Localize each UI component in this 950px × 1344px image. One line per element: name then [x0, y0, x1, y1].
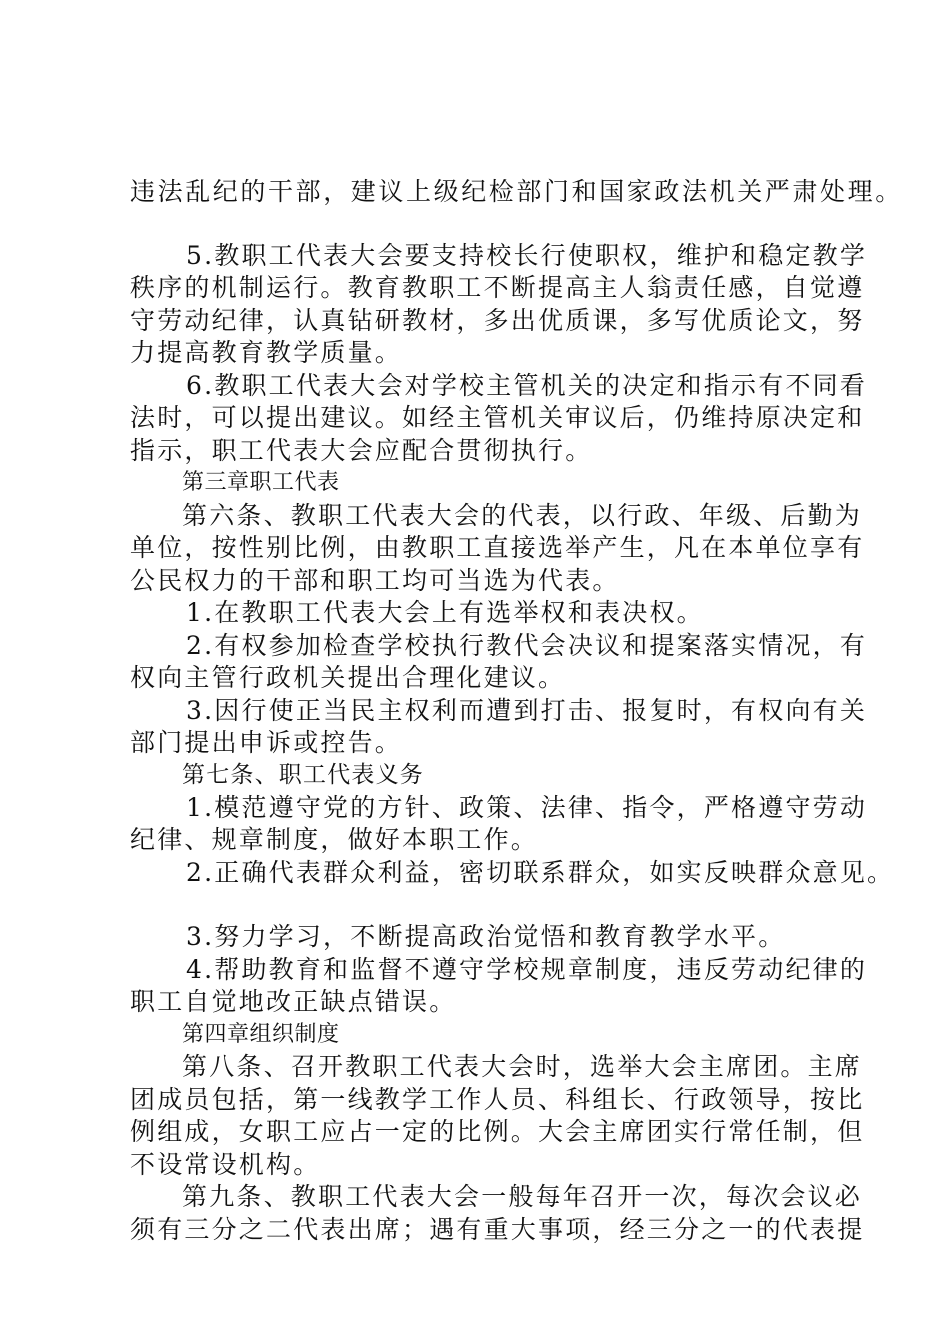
text-line: 不设常设机构。	[130, 1150, 321, 1179]
chapter-heading: 第三章职工代表	[182, 470, 340, 495]
text-line: 2.有权参加检查学校执行教代会决议和提案落实情况，有	[186, 631, 868, 660]
text-line: 指示，职工代表大会应配合贯彻执行。	[130, 436, 593, 465]
text-line: 4.帮助教育和监督不遵守学校规章制度，违反劳动纪律的	[186, 955, 868, 984]
text-line: 1.在教职工代表大会上有选举权和表决权。	[186, 598, 704, 627]
text-line: 职工自觉地改正缺点错误。	[130, 987, 457, 1016]
article-heading: 第七条、职工代表义务	[182, 762, 424, 788]
text-line: 须有三分之二代表出席；遇有重大事项，经三分之一的代表提	[130, 1215, 865, 1244]
text-line: 力提高教育教学质量。	[130, 338, 403, 367]
chapter-heading: 第四章组织制度	[182, 1022, 340, 1047]
text-line: 公民权力的干部和职工均可当选为代表。	[130, 566, 620, 595]
text-line: 团成员包括，第一线教学工作人员、科组长、行政领导，按比	[130, 1085, 865, 1114]
text-line: 3.因行使正当民主权利而遭到打击、报复时，有权向有关	[186, 696, 868, 725]
text-line: 2.正确代表群众利益，密切联系群众，如实反映群众意见。	[186, 858, 895, 887]
text-line: 部门提出申诉或控告。	[130, 728, 403, 757]
text-line: 6.教职工代表大会对学校主管机关的决定和指示有不同看	[186, 371, 868, 400]
text-line: 守劳动纪律，认真钻研教材，多出优质课，多写优质论文，努	[130, 306, 865, 335]
text-line: 5.教职工代表大会要支持校长行使职权，维护和稳定教学	[186, 241, 868, 270]
text-line: 法时，可以提出建议。如经主管机关审议后，仍维持原决定和	[130, 403, 865, 432]
text-line: 例组成，女职工应占一定的比例。大会主席团实行常任制，但	[130, 1117, 865, 1146]
text-line: 权向主管行政机关提出合理化建议。	[130, 663, 566, 692]
text-line: 单位，按性别比例，由教职工直接选举产生，凡在本单位享有	[130, 533, 865, 562]
text-line: 第八条、召开教职工代表大会时，选举大会主席团。主席	[182, 1052, 863, 1081]
text-line: 第九条、教职工代表大会一般每年召开一次，每次会议必	[182, 1182, 863, 1211]
text-line: 违法乱纪的干部，建议上级纪检部门和国家政法机关严肃处理。	[130, 177, 903, 206]
text-line: 3.努力学习，不断提高政治觉悟和教育教学水平。	[186, 922, 786, 951]
text-line: 第六条、教职工代表大会的代表，以行政、年级、后勤为	[182, 501, 863, 530]
text-line: 纪律、规章制度，做好本职工作。	[130, 825, 539, 854]
text-line: 1.模范遵守党的方针、政策、法律、指令，严格遵守劳动	[186, 793, 868, 822]
text-line: 秩序的机制运行。教育教职工不断提高主人翁责任感，自觉遵	[130, 273, 865, 302]
